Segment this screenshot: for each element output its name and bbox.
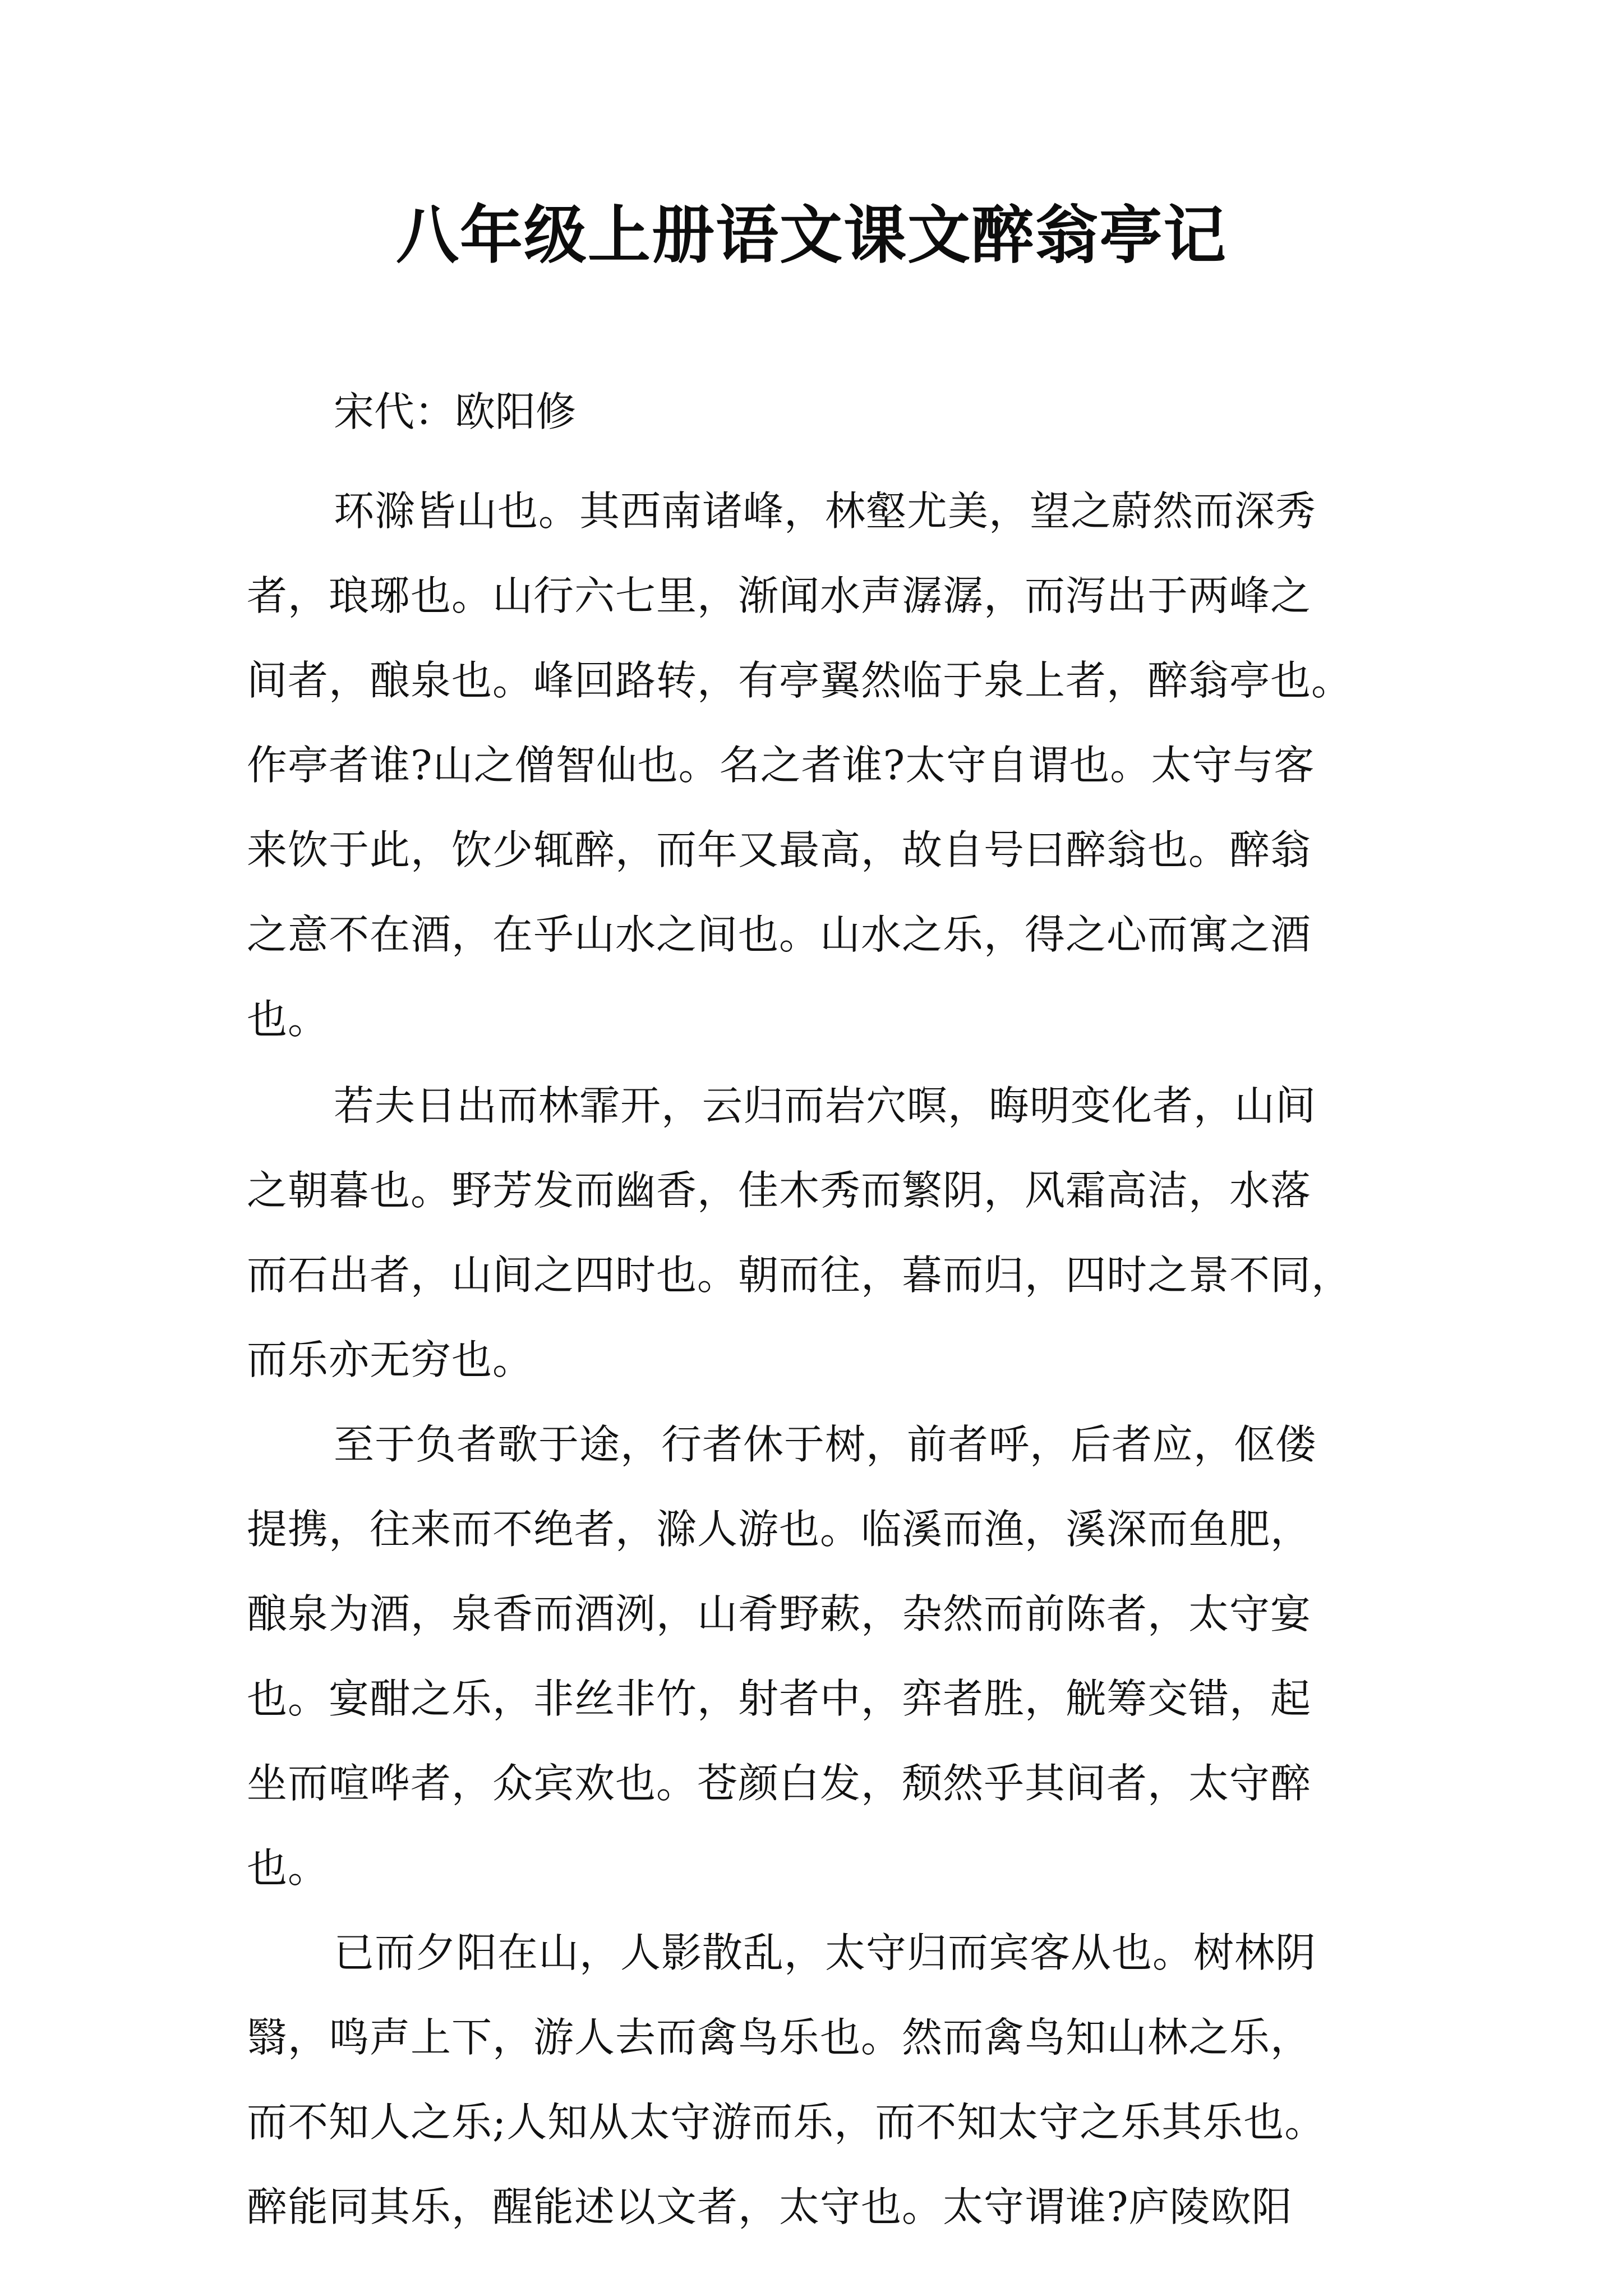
paragraph-line: 也。 [247,1844,329,1892]
paragraph-line: 也。 [247,996,329,1043]
paragraph-line: 已而夕阳在山，人影散乱，太守归而宾客从也。树林阴 [334,1929,1317,1976]
paragraph-line: 醉能同其乐，醒能述以文者，太守也。太守谓谁?庐陵欧阳 [247,2183,1293,2230]
paragraph-line: 之朝暮也。野芳发而幽香，佳木秀而繁阴，风霜高洁，水落 [247,1167,1312,1214]
paragraph-4 [247,1911,1396,2249]
paragraph-line: 作亭者谁?山之僧智仙也。名之者谁?太守自谓也。太守与客 [247,742,1315,789]
paragraph-line: 者，琅琊也。山行六七里，渐闻水声潺潺，而泻出于两峰之 [247,572,1312,619]
paragraph-1 [247,469,1396,1062]
paragraph-line: 而不知人之乐;人知从太守游而乐，而不知太守之乐其乐也。 [247,2099,1326,2146]
paragraph-line: 酿泉为酒，泉香而酒洌，山肴野蔌，杂然而前陈者，太守宴 [247,1590,1312,1637]
paragraph-line: 来饮于此，饮少辄醉，而年又最高，故自号曰醉翁也。醉翁 [247,826,1312,873]
paragraph-line: 而乐亦无穷也。 [247,1336,534,1383]
paragraph-3 [247,1402,1396,1911]
author-line: 宋代：欧阳修 [334,388,577,435]
paragraph-line: 而石出者，山间之四时也。朝而往，暮而归，四时之景不同， [247,1251,1353,1299]
paragraph-line: 若夫日出而林霏开，云归而岩穴暝，晦明变化者，山间 [334,1082,1317,1129]
paragraph-line: 至于负者歌于途，行者休于树，前者呼，后者应，伛偻 [334,1421,1317,1468]
paragraph-2 [247,1064,1396,1402]
paragraph-line: 提携，往来而不绝者，滁人游也。临溪而渔，溪深而鱼肥， [247,1506,1312,1553]
paragraph-line: 坐而喧哗者，众宾欢也。苍颜白发，颓然乎其间者，太守醉 [247,1760,1312,1807]
paragraph-line: 之意不在酒，在乎山水之间也。山水之乐，得之心而寓之酒 [247,911,1312,958]
paragraph-line: 环滁皆山也。其西南诸峰，林壑尤美，望之蔚然而深秀 [334,487,1317,535]
paragraph-line: 也。宴酣之乐，非丝非竹，射者中，弈者胜，觥筹交错，起 [247,1675,1312,1722]
paragraph-line: 间者，酿泉也。峰回路转，有亭翼然临于泉上者，醉翁亭也。 [247,657,1353,704]
paragraph-line: 翳，鸣声上下，游人去而禽鸟乐也。然而禽鸟知山林之乐， [247,2014,1312,2061]
document-title: 八年级上册语文课文醉翁亭记 [396,199,1227,272]
